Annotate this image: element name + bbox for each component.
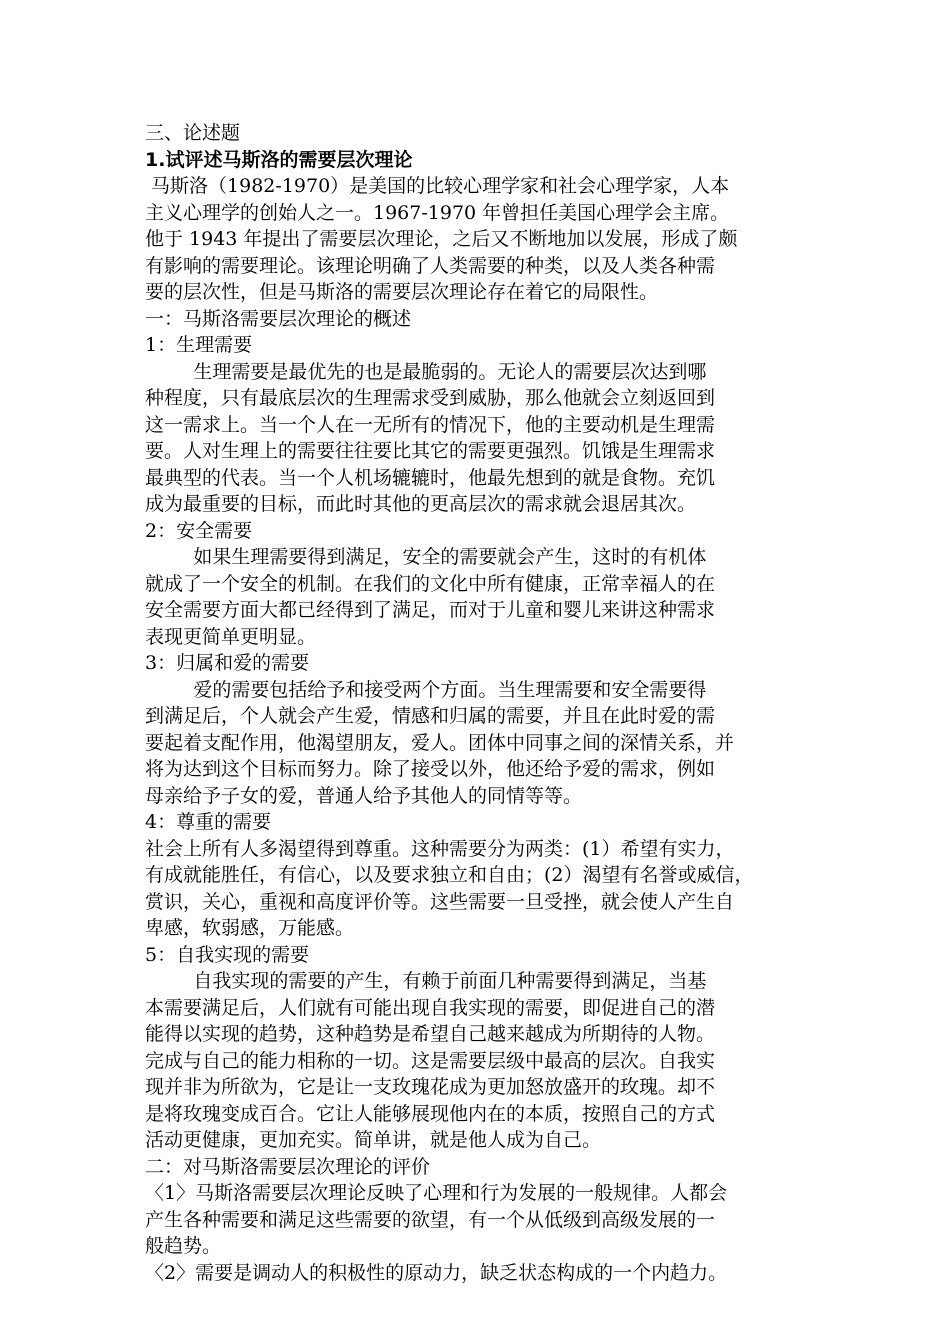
document-text-line: 如果生理需要得到满足，安全的需要就会产生，这时的有机体	[145, 546, 707, 568]
document-text-line: 产生各种需要和满足这些需要的欲望，有一个从低级到高级发展的一	[145, 1208, 716, 1231]
document-text-line: 1：生理需要	[145, 334, 253, 356]
document-text-line: 表现更简单更明显。	[145, 625, 317, 648]
document-text-line: 要的层次性，但是马斯洛的需要层次理论存在着它的局限性。	[145, 281, 659, 303]
document-text-line: 就成了一个安全的机制。在我们的文化中所有健康，正常幸福人的在	[145, 572, 716, 595]
document-text-line: 最典型的代表。当一个人机场辘辘时，他最先想到的就是食物。充饥	[145, 466, 716, 489]
document-text-line: 爱的需要包括给予和接受两个方面。当生理需要和安全需要得	[145, 678, 707, 701]
document-text-line: 能得以实现的趋势，这种趋势是希望自己越来越成为所期待的人物。	[145, 1023, 716, 1045]
document-text-line: 安全需要方面大都已经得到了满足，而对于儿童和婴儿来讲这种需求	[145, 599, 716, 621]
document-text-line: 〈1〉马斯洛需要层次理论反映了心理和行为发展的一般规律。人都会	[145, 1182, 728, 1204]
document-text-line: 赏识，关心，重视和高度评价等。这些需要一旦受挫，就会使人产生自	[145, 890, 735, 913]
document-text-line: 成为最重要的目标，而此时其他的更高层次的需求就会退居其次。	[145, 493, 697, 515]
document-text-line: 一：马斯洛需要层次理论的概述	[145, 307, 412, 330]
document-text-line: 卑感，软弱感，万能感。	[145, 917, 355, 939]
document-text-line: 自我实现的需要的产生，有赖于前面几种需要得到满足，当基	[145, 970, 707, 992]
document-text-line: 马斯洛（1982-1970）是美国的比较心理学家和社会心理学家，人本	[145, 175, 730, 197]
document-text-line: 5：自我实现的需要	[145, 943, 310, 966]
document-text-line: 有影响的需要理论。该理论明确了人类需要的种类，以及人类各种需	[145, 254, 716, 277]
document-text-line: 要。人对生理上的需要往往要比其它的需要更强烈。饥饿是生理需求	[145, 440, 716, 462]
document-text-line: 三、论述题	[145, 122, 241, 144]
document-body	[145, 120, 810, 1286]
document-text-line: 完成与自己的能力相称的一切。这是需要层级中最高的层次。自我实	[145, 1049, 716, 1072]
document-text-line: 有成就能胜任，有信心，以及要求独立和自由；(2）渴望有名誉或威信，	[145, 864, 754, 886]
document-text-line: 般趋势。	[145, 1235, 222, 1257]
document-text-line: 2：安全需要	[145, 519, 253, 542]
document-text-line: 将为达到这个目标而努力。除了接受以外，他还给予爱的需求，例如	[145, 758, 716, 780]
document-text-line: 他于 1943 年提出了需要层次理论，之后又不断地加以发展，形成了颇	[145, 228, 738, 250]
document-text-line: 是将玫瑰变成百合。它让人能够展现他内在的本质，按照自己的方式	[145, 1102, 716, 1125]
document-heading-line: 1.试评述马斯洛的需要层次理论	[145, 148, 413, 171]
document-text-line: 〈2〉需要是调动人的积极性的原动力，缺乏状态构成的一个内趋力。	[145, 1261, 728, 1284]
document-text-line: 主义心理学的创始人之一。1967-1970 年曾担任美国心理学会主席。	[145, 201, 730, 224]
document-text-line: 现并非为所欲为，它是让一支玫瑰花成为更加怒放盛开的玫瑰。却不	[145, 1076, 716, 1098]
document-text-line: 本需要满足后，人们就有可能出现自我实现的需要，即促进自己的潜	[145, 996, 716, 1019]
document-text-line: 二：对马斯洛需要层次理论的评价	[145, 1155, 431, 1178]
document-text-line: 3：归属和爱的需要	[145, 652, 310, 674]
document-text-line: 种程度，只有最底层次的生理需求受到威胁，那么他就会立刻返回到	[145, 387, 716, 409]
document-text-line: 这一需求上。当一个人在一无所有的情况下，他的主要动机是生理需	[145, 413, 716, 436]
document-text-line: 母亲给予子女的爱，普通人给予其他人的同情等等。	[145, 784, 583, 807]
document-text-line: 4：尊重的需要	[145, 811, 272, 833]
document-text-line: 生理需要是最优先的也是最脆弱的。无论人的需要层次达到哪	[145, 360, 707, 383]
document-text-line: 活动更健康，更加充实。简单讲，就是他人成为自己。	[145, 1129, 602, 1151]
document-text-line: 要起着支配作用，他渴望朋友，爱人。团体中同事之间的深情关系，并	[145, 731, 735, 754]
document-text-line: 到满足后，个人就会产生爱，情感和归属的需要，并且在此时爱的需	[145, 705, 716, 727]
document-text-line: 社会上所有人多渴望得到尊重。这种需要分为两类：(1）希望有实力，	[145, 837, 735, 860]
